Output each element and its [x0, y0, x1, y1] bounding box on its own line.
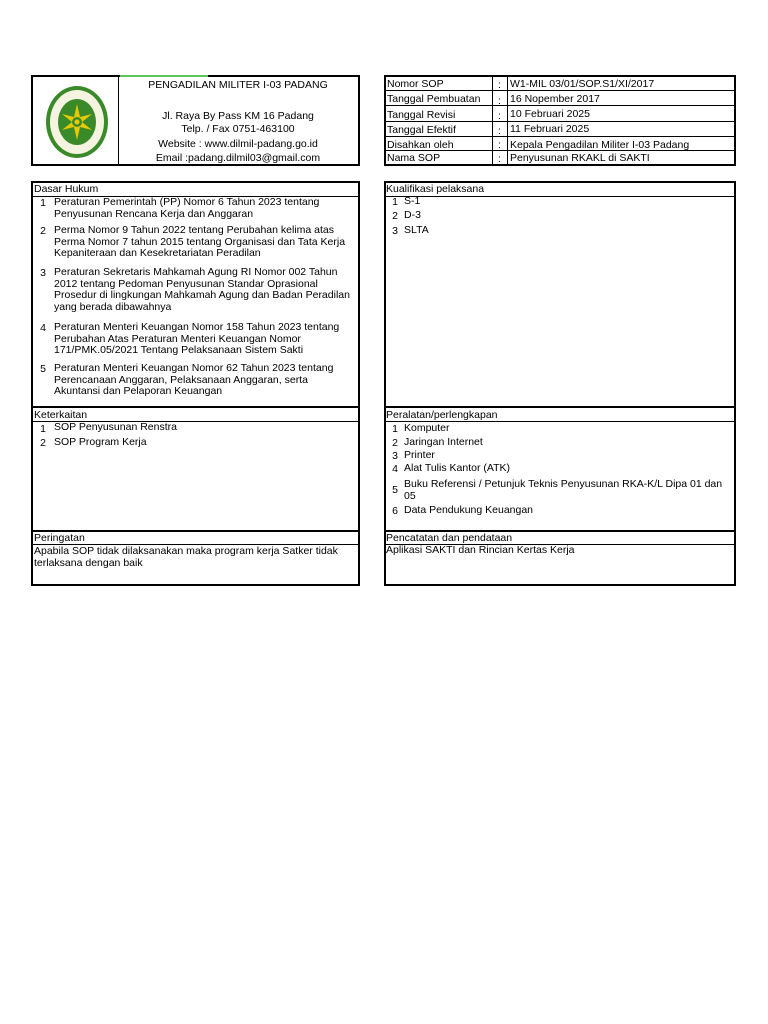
list-item: S-1	[404, 195, 421, 207]
list-item: Komputer	[404, 422, 450, 434]
section-title-pencatatan: Pencatatan dan pendataan	[386, 532, 513, 544]
list-number: 2	[40, 225, 46, 237]
list-item: Printer	[404, 449, 435, 461]
court-website: Website : www.dilmil-padang.go.id	[158, 138, 318, 150]
section-title-peringatan: Peringatan	[34, 532, 85, 544]
header-divider	[118, 76, 119, 165]
sop-row-line	[385, 121, 735, 122]
sop-value-pembuatan: 16 Nopember 2017	[510, 93, 600, 105]
sop-row-line	[385, 90, 735, 91]
list-item: Peraturan Menteri Keuangan Nomor 62 Tahun 2023 tentang Perencanaan Anggaran, Pelaksanaan Anggaran, serta Akuntansi dan Pelaporan Keuangan	[54, 362, 334, 397]
section-title-dasar-hukum: Dasar Hukum	[34, 183, 99, 195]
list-number: 5	[392, 484, 398, 496]
sop-sep: :	[498, 110, 501, 122]
sop-label-efektif: Tanggal Efektif	[387, 124, 456, 136]
right-column-box	[384, 181, 736, 586]
list-number: 5	[40, 363, 46, 375]
court-address: Jl. Raya By Pass KM 16 Padang	[162, 110, 314, 122]
section-title-keterkaitan: Keterkaitan	[34, 409, 88, 421]
court-phone: Telp. / Fax 0751-463100	[181, 123, 295, 135]
court-email: Email :padang.dilmil03@gmail.com	[155, 152, 321, 164]
section-title-kualifikasi: Kualifikasi pelaksana	[386, 183, 485, 195]
sop-sep: :	[498, 79, 501, 91]
list-item: D-3	[404, 209, 421, 221]
pencatatan-text: Aplikasi SAKTI dan Rincian Kertas Kerja	[386, 544, 575, 556]
sop-sep: :	[498, 125, 501, 137]
list-number: 2	[392, 210, 398, 222]
list-item: SLTA	[404, 224, 429, 236]
list-number: 3	[392, 225, 398, 237]
sop-row-line	[385, 105, 735, 106]
list-number: 2	[392, 437, 398, 449]
list-item: Jaringan Internet	[404, 436, 483, 448]
list-item: SOP Program Kerja	[54, 436, 147, 448]
sop-value-nomor: W1-MIL 03/01/SOP.S1/XI/2017	[510, 78, 655, 90]
list-item: SOP Penyusunan Renstra	[54, 421, 177, 433]
sop-label-nomor: Nomor SOP	[387, 78, 444, 90]
court-logo	[44, 84, 110, 160]
sop-label-disahkan: Disahkan oleh	[387, 139, 454, 151]
sop-value-nama: Penyusunan RKAKL di SAKTI	[510, 152, 650, 164]
accent-bar	[120, 75, 208, 77]
list-number: 1	[392, 196, 398, 208]
list-number: 4	[40, 322, 46, 334]
list-number: 2	[40, 437, 46, 449]
list-item: Peraturan Sekretaris Mahkamah Agung RI Nomor 002 Tahun 2012 tentang Pedoman Penyusunan Standar Oprasional Prosedur di lingkungan Mahkamah Agung dan Badan Peradilan yang berada dibawahnya	[54, 266, 350, 313]
list-number: 3	[392, 450, 398, 462]
list-item: Alat Tulis Kantor (ATK)	[404, 462, 511, 474]
list-item: Data Pendukung Keuangan	[404, 504, 534, 516]
list-item: Peraturan Pemerintah (PP) Nomor 6 Tahun 2023 tentang Penyusunan Rencana Kerja dan Anggaran	[54, 196, 320, 220]
list-number: 1	[392, 423, 398, 435]
list-item: Perma Nomor 9 Tahun 2022 tentang Perubahan kelima atas Perma Nomor 7 tahun 2015 tentang Organisasi dan Tata Kerja Kepaniteraan dan Kesekretariatan Peradilan	[54, 224, 346, 259]
section-title-peralatan: Peralatan/perlengkapan	[386, 409, 498, 421]
sop-value-disahkan: Kepala Pengadilan Militer I-03 Padang	[510, 139, 690, 151]
list-number: 1	[40, 423, 46, 435]
court-name: PENGADILAN MILITER I-03 PADANG	[148, 79, 328, 91]
sop-label-revisi: Tanggal Revisi	[387, 109, 456, 121]
sop-label-nama: Nama SOP	[387, 152, 441, 164]
section-divider	[385, 406, 735, 408]
list-item: Buku Referensi / Petunjuk Teknis Penyusunan RKA-K/L Dipa 01 dan 05	[404, 478, 723, 502]
sop-row-line	[385, 136, 735, 137]
sop-label-pembuatan: Tanggal Pembuatan	[387, 93, 481, 105]
section-divider	[385, 196, 735, 197]
list-item: Peraturan Menteri Keuangan Nomor 158 Tahun 2023 tentang Perubahan Atas Peraturan Menteri Keuangan Nomor 171/PMK.05/2021 Tentang Pelaksanaan Sistem Sakti	[54, 321, 340, 356]
section-divider	[32, 406, 359, 408]
sop-value-efektif: 11 Februari 2025	[510, 123, 590, 135]
list-number: 4	[392, 463, 398, 475]
sop-sep: :	[498, 153, 501, 165]
sop-sep: :	[498, 95, 501, 107]
list-number: 1	[40, 197, 46, 209]
sop-value-revisi: 10 Februari 2025	[510, 108, 590, 120]
list-number: 6	[392, 505, 398, 517]
sop-sep: :	[498, 139, 501, 151]
list-number: 3	[40, 267, 46, 279]
peringatan-text: Apabila SOP tidak dilaksanakan maka program kerja Satker tidak terlaksana dengan baik	[34, 545, 338, 569]
